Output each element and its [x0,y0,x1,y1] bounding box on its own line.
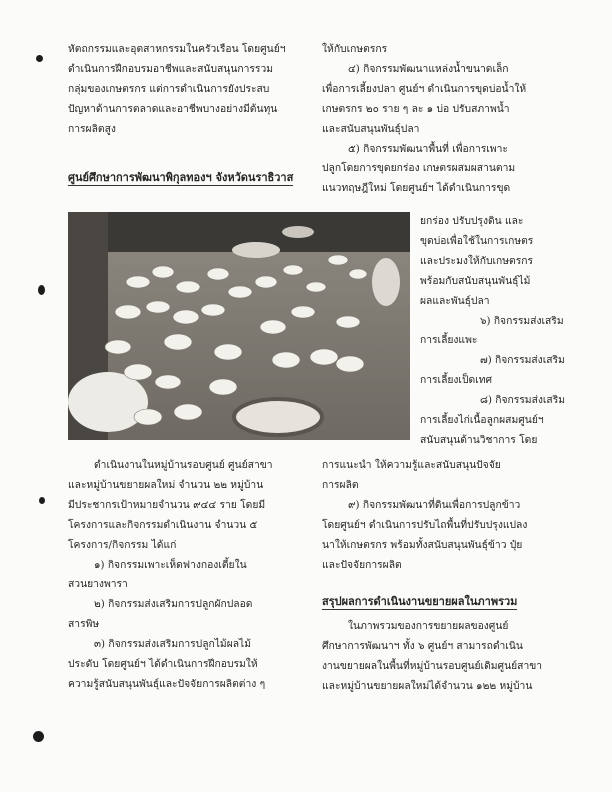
text-line: หัตถกรรมและอุตสาหกรรมในครัวเรือน โดยศูนย์ฯ [68,43,286,55]
section-heading-text: ศูนย์ศึกษาการพัฒนาพิกุลทองฯ จังหวัดนราธิวาส [68,171,294,184]
text-line: ให้กับเกษตรกร [322,43,388,55]
section-heading-center [68,168,313,186]
text-line: สนับสนุนด้านวิชาการ โดย [420,433,538,446]
text-line: และประมงให้กับเกษตรกร [420,254,533,267]
text-line: และปัจจัยการผลิต [322,558,402,571]
text-line: และหมู่บ้านขยายผลใหม่ได้จำนวน ๑๒๒ หมู่บ้าน [322,679,533,692]
left-column-bottom [68,456,304,695]
right-column-summary [322,617,562,697]
right-column-top [322,40,562,199]
text-line: ปลูกโดยการขุดยกร่อง เกษตรผสมผสานตาม [322,162,516,175]
text-line: การผลิตสูง [68,122,116,135]
text-line: ๖) กิจกรรมส่งเสริม [480,314,564,327]
text-line: สวนยางพารา [68,578,128,591]
text-line: การผลิต [322,478,359,491]
text-line: ความรู้สนับสนุนพันธุ์และปัจจัยการผลิตต่าง ๆ [68,677,266,690]
margin-dot-bottom [33,731,44,742]
text-line: แนวทฤษฎีใหม่ โดยศูนย์ฯ ได้ดำเนินการขุด [322,182,511,195]
text-line: การเลี้ยงไก่เนื้อลูกผสมศูนย์ฯ [420,414,544,427]
duck-farm-photo [68,212,410,440]
margin-dot-top [36,55,43,62]
text-line: การแนะนำ ให้ความรู้และสนับสนุนปัจจัย [322,459,501,471]
text-line: ๓) กิจกรรมส่งเสริมการปลูกไม้ผลไม้ [94,638,252,651]
text-line: มีประชากรเป้าหมายจำนวน ๙๔๔ ราย โดยมี [68,498,266,511]
text-line: นาให้เกษตรกร พร้อมทั้งสนับสนุนพันธุ์ข้าว ปุ๋ย [322,538,523,551]
text-line: ๔) กิจกรรมพัฒนาแหล่งน้ำขนาดเล็ก [348,62,509,75]
text-line: ปัญหาด้านการตลาดและอาชีพบางอย่างมีต้นทุน [68,102,278,115]
margin-dot-lower [39,497,45,504]
text-line: การเลี้ยงแพะ [420,334,478,347]
summary-heading-text: สรุปผลการดำเนินงานขยายผลในภาพรวม [322,595,518,608]
text-line: ขุดบ่อเพื่อใช้ในการเกษตร [420,234,534,247]
text-line: โครงการ/กิจกรรม ได้แก่ [68,538,177,551]
summary-heading [322,592,562,610]
text-line: ยกร่อง ปรับปรุงดิน และ [420,215,524,227]
text-line: โครงการและกิจกรรมดำเนินงาน จำนวน ๕ [68,518,258,531]
text-line: ศึกษาการพัฒนาฯ ทั้ง ๖ ศูนย์ฯ สามารถดำเนิน [322,639,523,652]
text-line: ๒) กิจกรรมส่งเสริมการปลูกผักปลอด [94,598,253,611]
beside-photo-text [420,212,570,451]
text-line: ผลและพันธุ์ปลา [420,294,490,307]
text-line: พร้อมกับสนับสนุนพันธุ์ไม้ [420,274,531,287]
text-line: ประดับ โดยศูนย์ฯ ได้ดำเนินการฝึกอบรมให้ [68,658,258,671]
text-line: ๕) กิจกรรมพัฒนาพื้นที่ เพื่อการเพาะ [348,142,508,155]
text-line: และหมู่บ้านขยายผลใหม่ จำนวน ๒๒ หมู่บ้าน [68,478,264,491]
text-line: สารพิษ [68,618,100,631]
text-line: ๗) กิจกรรมส่งเสริม [480,354,565,367]
text-line: ๙) กิจกรรมพัฒนาที่ดินเพื่อการปลูกข้าว [348,498,521,511]
text-line: งานขยายผลในพื้นที่หมู่บ้านรอบศูนย์เดิมศูนย์สาขา [322,659,543,672]
text-line: เพื่อการเลี้ยงปลา ศูนย์ฯ ดำเนินการขุดบ่อน้ำให้ [322,82,527,95]
margin-dot-middle [38,285,45,295]
text-line: ๘) กิจกรรมส่งเสริม [480,394,566,407]
text-line: กลุ่มของเกษตรกร แต่การดำเนินการยังประสบ [68,82,270,95]
text-line: การเลี้ยงเป็ดเทศ [420,374,493,387]
right-column-bottom [322,456,562,575]
text-line: ดำเนินงานในหมู่บ้านรอบศูนย์ ศูนย์สาขา [94,459,273,471]
text-line: ดำเนินการฝึกอบรมอาชีพและสนับสนุนการรวม [68,62,274,75]
text-line: ในภาพรวมของการขยายผลของศูนย์ [348,620,509,632]
text-line: ๑) กิจกรรมเพาะเห็ดฟางกองเตี้ยใน [94,558,247,571]
text-line: เกษตรกร ๒๐ ราย ๆ ละ ๑ บ่อ ปรับสภาพน้ำ [322,102,510,115]
text-line: และสนับสนุนพันธุ์ปลา [322,122,420,135]
left-column-top [68,40,304,140]
text-line: โดยศูนย์ฯ ดำเนินการปรับไถพื้นที่ปรับปรุงแปลง [322,518,528,531]
